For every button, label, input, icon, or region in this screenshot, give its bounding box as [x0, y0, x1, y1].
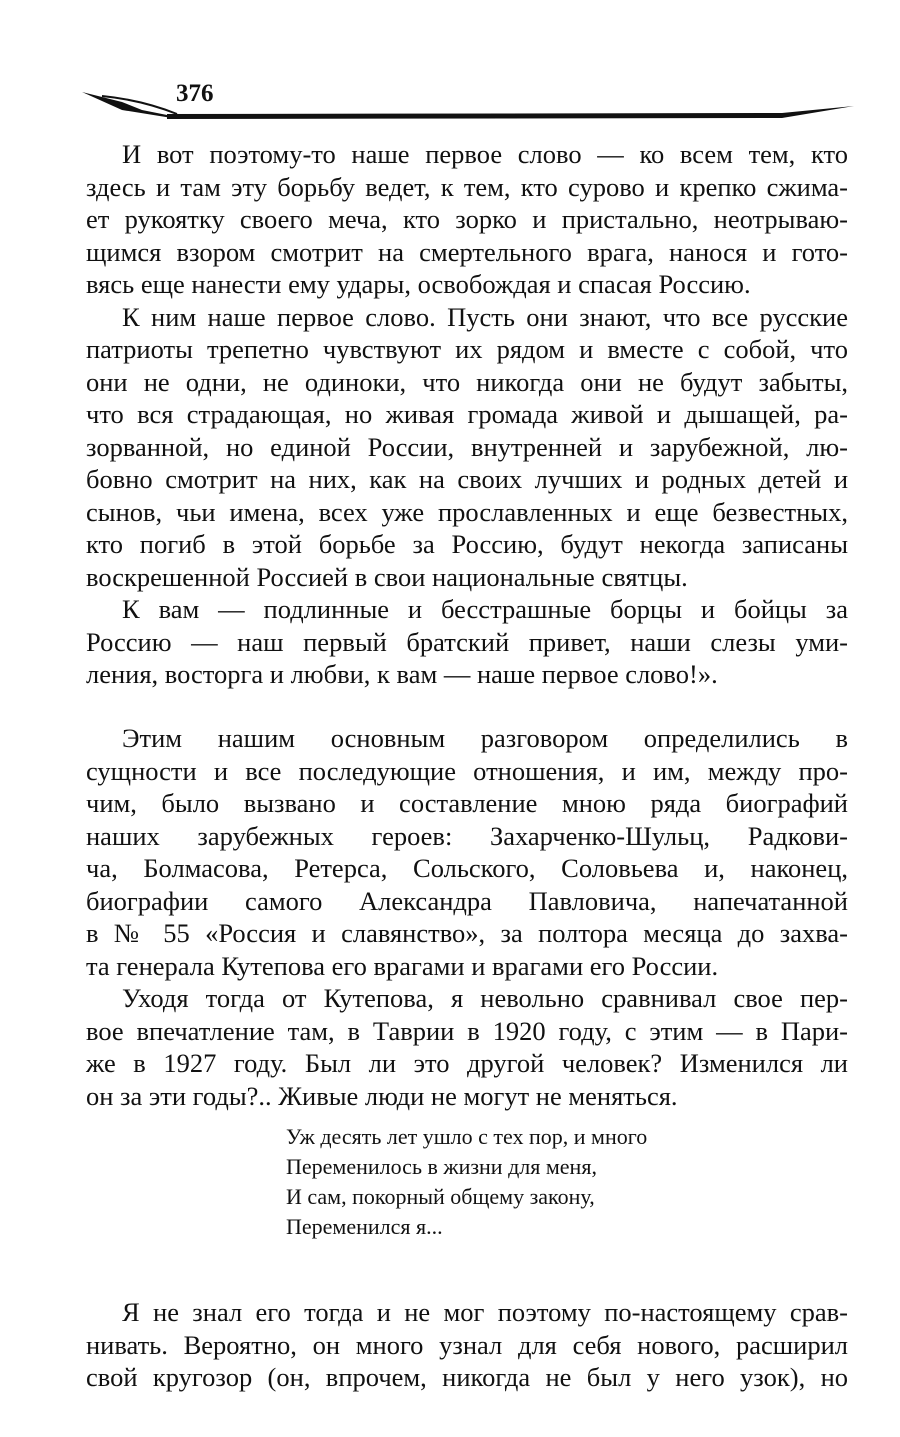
text-line: вое впечатление там, в Таврии в 1920 году, с этим — в Пари-	[86, 1015, 848, 1046]
text-line: наших зарубежных героев: Захарченко-Шульц, Радкови-	[86, 820, 848, 851]
text-line: здесь и там эту борьбу ведет, к тем, кто сурово и крепко сжима-	[86, 171, 848, 202]
text-line: кто погиб в этой борьбе за Россию, будут некогда записаны	[86, 529, 848, 559]
text-line: же в 1927 году. Был ли это другой человек? Изменился ли	[86, 1048, 848, 1078]
text-line: Россию — наш первый братский привет, наши слезы уми-	[86, 626, 848, 657]
text-line: зорванной, но единой России, внутренней и зарубежной, лю-	[86, 431, 848, 462]
text-block-3	[86, 1296, 848, 1394]
text-line: свой кругозор (он, впрочем, никогда не был у него узок), но	[86, 1362, 848, 1392]
text-line: чим, было вызвано и составление мною ряда биографий	[86, 788, 848, 818]
poem-quote	[286, 1122, 647, 1242]
text-line: патриоты трепетно чувствуют их рядом и вместе с собой, что	[86, 334, 848, 364]
text-line: И вот поэтому-то наше первое слово — ко всем тем, кто	[122, 139, 848, 169]
text-line: ет рукоятку своего меча, кто зорко и пристально, неотрываю-	[86, 204, 848, 234]
text-line: сынов, чьи имена, всех уже прославленных и еще безвестных,	[86, 496, 848, 527]
text-line: воскрешенной Россией в свои национальные святцы.	[86, 561, 688, 592]
text-line: в № 55 «Россия и славянство», за полтора месяца до захва-	[86, 918, 848, 948]
text-line: Этим нашим основным разговором определились в	[122, 723, 848, 753]
text-line: что вся страдающая, но живая громада живой и дышащей, ра-	[86, 399, 848, 429]
text-block-2	[86, 722, 848, 1112]
text-line: ления, восторга и любви, к вам — наше первое слово!».	[86, 659, 718, 689]
text-line: Уходя тогда от Кутепова, я невольно сравнивал свое пер-	[122, 983, 848, 1013]
text-line: вясь еще нанести ему удары, освобождая и спасая Россию.	[86, 269, 751, 299]
text-line: он за эти годы?.. Живые люди не могут не меняться.	[86, 1080, 678, 1111]
text-line: та генерала Кутепова его врагами и врагами его России.	[86, 950, 719, 981]
text-block-1	[86, 138, 848, 691]
text-line: Я не знал его тогда и не мог поэтому по-настоящему срав-	[122, 1297, 848, 1327]
poem-line: И сам, покорный общему закону,	[286, 1184, 595, 1209]
poem-line: Переменилось в жизни для меня,	[286, 1154, 597, 1179]
text-line: они не одни, не одиноки, что никогда они не будут забыты,	[86, 366, 848, 397]
text-line: щимся взором смотрит на смертельного врага, нанося и гото-	[86, 236, 848, 267]
poem-line: Переменился я...	[286, 1214, 443, 1239]
text-line: К вам — подлинные и бесстрашные борцы и бойцы за	[122, 594, 848, 624]
text-line: К ним наше первое слово. Пусть они знают, что все русские	[122, 301, 848, 332]
text-line: биографии самого Александра Павловича, напечатанной	[86, 885, 848, 916]
text-line: сущности и все последующие отношения, и им, между про-	[86, 755, 848, 786]
text-line: бовно смотрит на них, как на своих лучших и родных детей и	[86, 464, 848, 494]
text-line: ча, Болмасова, Ретерса, Сольского, Соловьева и, наконец,	[86, 853, 848, 883]
poem-line: Уж десять лет ушло с тех пор, и много	[286, 1124, 648, 1149]
text-line: нивать. Вероятно, он много узнал для себя нового, расширил	[86, 1329, 848, 1360]
page-number: 376	[176, 80, 214, 107]
